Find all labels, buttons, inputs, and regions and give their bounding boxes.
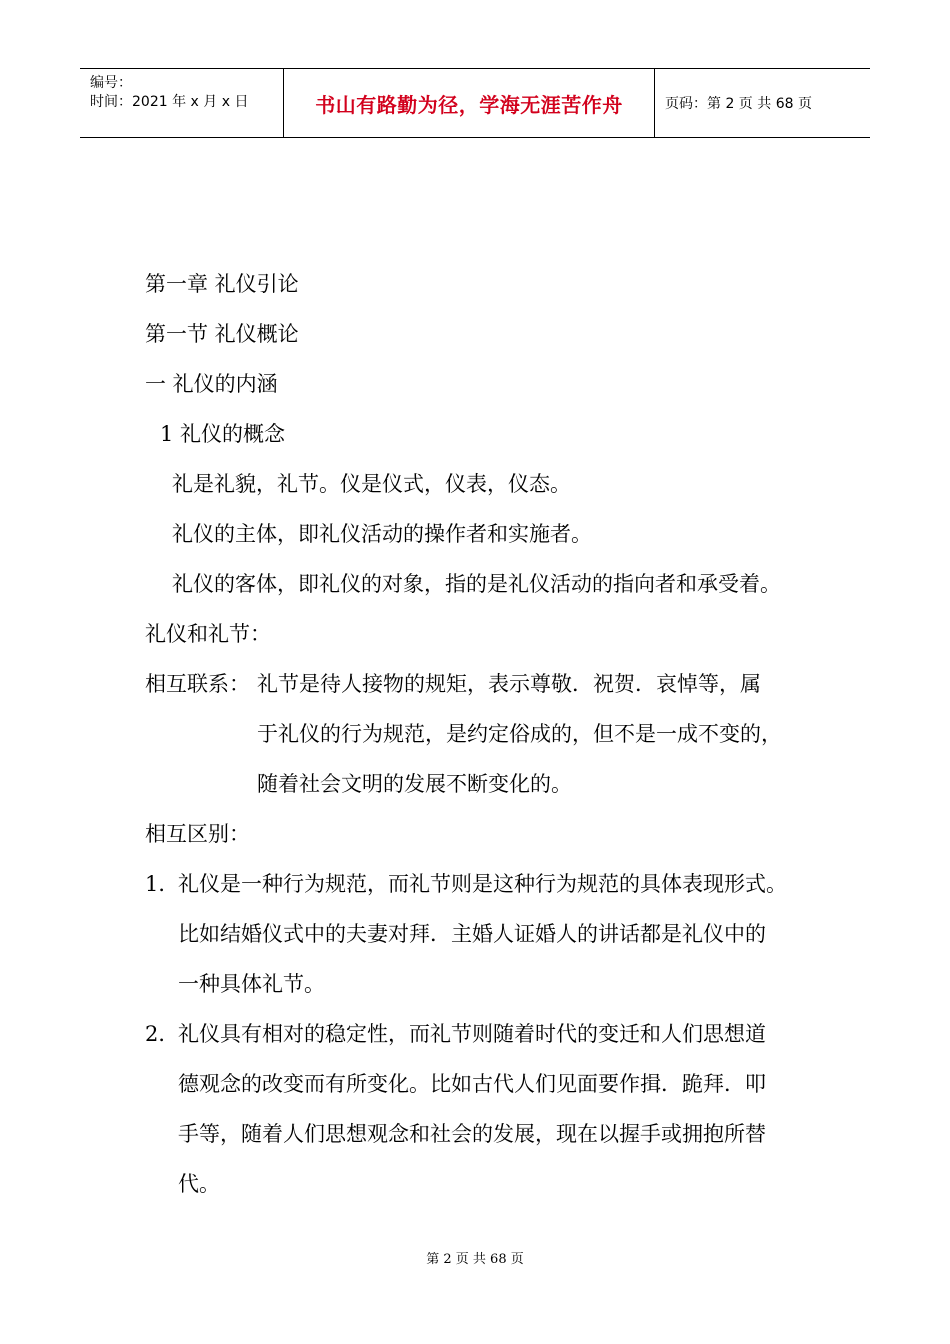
- relation-line: 于礼仪的行为规范，是约定俗成的，但不是一成不变的，: [257, 722, 782, 746]
- list-item-line: 比如结婚仪式中的夫妻对拜．主婚人证婚人的讲话都是礼仪中的: [178, 922, 766, 946]
- paragraph: 礼是礼貌，礼节。仪是仪式，仪表，仪态。: [172, 472, 571, 496]
- header-meta-cell: [80, 69, 284, 137]
- relation-line: 随着社会文明的发展不断变化的。: [257, 772, 572, 796]
- code-label: 编号：: [90, 75, 132, 91]
- motto: 书山有路勤为径，学海无涯苦作舟: [315, 92, 623, 117]
- page-info: 页码：第 2 页 共 68 页: [665, 96, 812, 112]
- header-motto-cell: [284, 69, 655, 137]
- page-footer: 第 2 页 共 68 页: [426, 1252, 524, 1267]
- paragraph: 礼仪的客体，即礼仪的对象，指的是礼仪活动的指向者和承受着。: [172, 572, 781, 596]
- paragraph: 礼仪和礼节：: [145, 622, 271, 646]
- document-header: [80, 68, 870, 138]
- section-title: 第一节 礼仪概论: [145, 322, 299, 346]
- time-label: 时间：2021 年 x 月 x 日: [90, 94, 249, 110]
- subsection-heading: 1 礼仪的概念: [160, 422, 286, 446]
- list-item-line: 手等，随着人们思想观念和社会的发展，现在以握手或拥抱所替: [178, 1122, 766, 1146]
- list-item-line: 代。: [178, 1172, 220, 1196]
- list-number: 1．: [145, 872, 180, 896]
- list-item-line: 德观念的改变而有所变化。比如古代人们见面要作揖．跪拜．叩: [178, 1072, 766, 1096]
- difference-label: 相互区别：: [145, 822, 250, 846]
- paragraph: 礼仪的主体，即礼仪活动的操作者和实施者。: [172, 522, 592, 546]
- relation-label: 相互联系：: [145, 672, 250, 696]
- list-item-line: 礼仪是一种行为规范，而礼节则是这种行为规范的具体表现形式。: [178, 872, 787, 896]
- list-item-line: 礼仪具有相对的稳定性，而礼节则随着时代的变迁和人们思想道: [178, 1022, 766, 1046]
- relation-line: 礼节是待人接物的规矩，表示尊敬．祝贺．哀悼等，属: [257, 672, 761, 696]
- list-item-line: 一种具体礼节。: [178, 972, 325, 996]
- header-page-cell: [655, 69, 870, 137]
- list-number: 2．: [145, 1022, 180, 1046]
- chapter-title: 第一章 礼仪引论: [145, 272, 299, 296]
- part-heading: 一 礼仪的内涵: [145, 372, 278, 396]
